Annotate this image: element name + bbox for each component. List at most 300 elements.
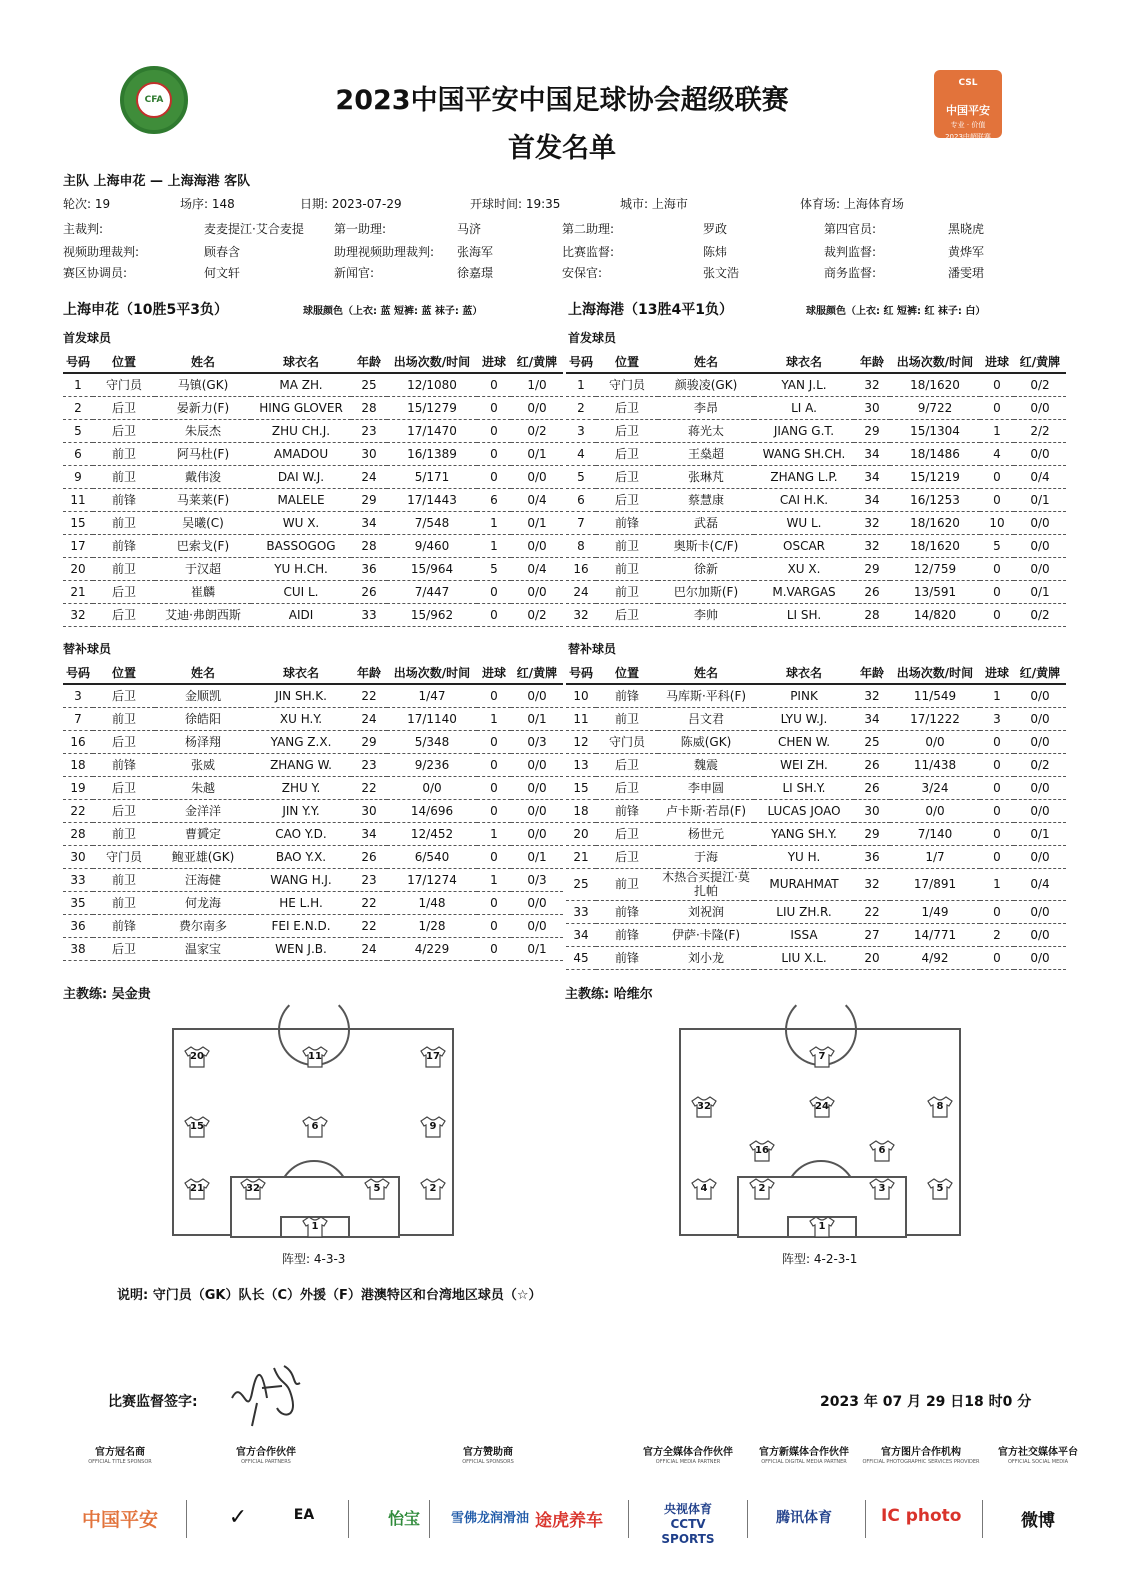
table-cell: 0/2: [511, 419, 563, 442]
table-row: [566, 488, 1066, 511]
table-cell: 伊萨·卡隆(F): [658, 923, 754, 946]
table-cell: 2: [566, 396, 596, 419]
table-cell: 1: [477, 822, 511, 845]
table-cell: YU H.CH.: [251, 557, 351, 580]
table-cell: 1: [980, 868, 1014, 900]
table-cell: 陈威(GK): [658, 730, 754, 753]
official-label: 第四官员:: [824, 222, 877, 236]
table-cell: 15/1279: [387, 396, 477, 419]
table-cell: 0/1: [511, 937, 563, 960]
table-cell: 后卫: [596, 488, 658, 511]
table-cell: 前锋: [596, 799, 658, 822]
table-cell: 张琳芃: [658, 465, 754, 488]
table-cell: 25: [351, 373, 387, 396]
table-cell: 5: [63, 419, 93, 442]
away-coach: 主教练: 哈维尔: [565, 987, 653, 1002]
table-cell: 21: [566, 845, 596, 868]
table-cell: 前锋: [596, 511, 658, 534]
column-header: 姓名: [155, 351, 251, 373]
table-cell: 36: [351, 557, 387, 580]
table-cell: 2: [63, 396, 93, 419]
legend-note: 说明: 守门员（GK）队长（C）外援（F）港澳特区和台湾地区球员（☆）: [117, 1288, 542, 1303]
table-row: [63, 684, 563, 707]
table-cell: 徐新: [658, 557, 754, 580]
table-cell: 前卫: [596, 580, 658, 603]
table-cell: 张威: [155, 753, 251, 776]
table-cell: 后卫: [93, 799, 155, 822]
table-cell: 4/229: [387, 937, 477, 960]
table-cell: 前卫: [93, 707, 155, 730]
sponsor-divider: [186, 1500, 187, 1538]
official-name: 罗政: [703, 222, 728, 236]
match-teams: 主队 上海申花 — 上海海港 客队: [63, 174, 251, 189]
table-cell: 后卫: [93, 776, 155, 799]
table-row: [566, 900, 1066, 923]
column-header: 进球: [477, 662, 511, 684]
table-cell: 0: [980, 396, 1014, 419]
table-cell: JIANG G.T.: [754, 419, 854, 442]
table-cell: 前锋: [93, 534, 155, 557]
table-row: [566, 534, 1066, 557]
table-cell: 费尔南多: [155, 914, 251, 937]
table-cell: 4/92: [890, 946, 980, 969]
table-cell: 35: [63, 891, 93, 914]
table-cell: AIDI: [251, 603, 351, 626]
table-row: [63, 488, 563, 511]
column-header: 红/黄牌: [511, 351, 563, 373]
table-cell: 3: [63, 684, 93, 707]
table-cell: 12: [566, 730, 596, 753]
table-cell: CAI H.K.: [754, 488, 854, 511]
table-cell: HING GLOVER: [251, 396, 351, 419]
table-cell: 1/49: [890, 900, 980, 923]
table-cell: 30: [351, 799, 387, 822]
table-cell: 16/1389: [387, 442, 477, 465]
column-header: 进球: [980, 351, 1014, 373]
table-cell: 鲍亚雄(GK): [155, 845, 251, 868]
table-cell: 0/4: [1014, 868, 1066, 900]
table-row: [63, 396, 563, 419]
table-cell: 18: [63, 753, 93, 776]
table-cell: 后卫: [93, 937, 155, 960]
table-cell: 0: [980, 822, 1014, 845]
official-label: 比赛监督:: [562, 245, 615, 259]
sponsor-logo: EA: [293, 1506, 315, 1523]
table-cell: 0/1: [511, 511, 563, 534]
table-cell: 0/3: [511, 730, 563, 753]
table-cell: 1: [566, 373, 596, 396]
table-cell: 前锋: [596, 923, 658, 946]
table-cell: 守门员: [93, 845, 155, 868]
table-cell: 0: [477, 419, 511, 442]
sponsor-category-label: 官方新媒体合作伙伴: [759, 1447, 849, 1458]
table-row: [566, 730, 1066, 753]
table-row: [63, 868, 563, 891]
table-cell: WU X.: [251, 511, 351, 534]
table-cell: 马库斯·平科(F): [658, 684, 754, 707]
table-cell: 7: [63, 707, 93, 730]
table-cell: 11: [566, 707, 596, 730]
table-cell: 34: [854, 442, 890, 465]
table-cell: 0: [477, 684, 511, 707]
sponsor-category-label: 官方图片合作机构: [881, 1447, 961, 1458]
column-header: 位置: [93, 662, 155, 684]
table-cell: 0: [980, 845, 1014, 868]
table-cell: 0/0: [511, 776, 563, 799]
official-name: 顾春含: [204, 245, 241, 259]
table-cell: 阿马杜(F): [155, 442, 251, 465]
table-cell: 1/28: [387, 914, 477, 937]
table-cell: 0/0: [511, 580, 563, 603]
table-cell: 0/0: [511, 684, 563, 707]
sponsor-logo: 腾讯体育: [776, 1509, 832, 1526]
table-cell: 前锋: [93, 914, 155, 937]
table-cell: 0/0: [511, 891, 563, 914]
table-cell: 1: [477, 707, 511, 730]
table-cell: 后卫: [93, 684, 155, 707]
table-cell: 2/2: [1014, 419, 1066, 442]
official-label: 第一助理:: [334, 222, 387, 236]
column-header: 进球: [477, 351, 511, 373]
column-header: 出场次数/时间: [387, 662, 477, 684]
table-cell: 0/0: [511, 534, 563, 557]
table-cell: MALELE: [251, 488, 351, 511]
column-header: 出场次数/时间: [387, 351, 477, 373]
table-cell: 吕文君: [658, 707, 754, 730]
official-name: 陈炜: [703, 245, 728, 259]
table-row: [63, 442, 563, 465]
table-row: [63, 891, 563, 914]
table-cell: 1/48: [387, 891, 477, 914]
player-shirt-icon: 8: [927, 1096, 953, 1118]
table-cell: 0/2: [511, 603, 563, 626]
table-cell: 0/0: [511, 822, 563, 845]
table-cell: 后卫: [596, 419, 658, 442]
sponsor-category-label: 官方全媒体合作伙伴: [643, 1447, 733, 1458]
table-cell: 后卫: [596, 845, 658, 868]
table-cell: 0: [477, 442, 511, 465]
table-cell: 5: [477, 557, 511, 580]
player-shirt-icon: 9: [420, 1116, 446, 1138]
table-cell: 15/1304: [890, 419, 980, 442]
table-row: [566, 799, 1066, 822]
table-cell: 3: [566, 419, 596, 442]
table-cell: 0/0: [1014, 900, 1066, 923]
table-cell: 杨泽翔: [155, 730, 251, 753]
table-cell: 45: [566, 946, 596, 969]
table-cell: 26: [854, 753, 890, 776]
table-cell: 前锋: [93, 753, 155, 776]
table-cell: WEI ZH.: [754, 753, 854, 776]
table-cell: 17/1274: [387, 868, 477, 891]
table-cell: 1: [63, 373, 93, 396]
table-cell: 后卫: [93, 580, 155, 603]
table-cell: 28: [351, 534, 387, 557]
sponsor-category-label: 官方冠名商: [95, 1447, 145, 1458]
table-cell: 20: [63, 557, 93, 580]
table-cell: 7: [566, 511, 596, 534]
table-row: [63, 465, 563, 488]
table-cell: 前卫: [93, 465, 155, 488]
table-cell: 6: [477, 488, 511, 511]
official-name: 徐嘉璟: [457, 266, 494, 280]
table-cell: 24: [351, 937, 387, 960]
table-cell: 巴索戈(F): [155, 534, 251, 557]
column-header: 年龄: [854, 662, 890, 684]
table-cell: 1: [477, 511, 511, 534]
column-header: 年龄: [351, 351, 387, 373]
csl-logo: CSL 中国平安 专业 · 价值 2023中超联赛: [934, 70, 1002, 138]
table-cell: 前卫: [596, 534, 658, 557]
table-cell: 1: [477, 868, 511, 891]
table-cell: 26: [854, 580, 890, 603]
table-row: [63, 937, 563, 960]
table-cell: 22: [351, 914, 387, 937]
sponsor-logo: 央视体育 CCTV SPORTS: [661, 1502, 715, 1546]
table-row: [566, 396, 1066, 419]
table-cell: 14/696: [387, 799, 477, 822]
table-cell: 0/0: [1014, 707, 1066, 730]
table-cell: 18/1620: [890, 534, 980, 557]
table-cell: 34: [351, 822, 387, 845]
table-cell: 守门员: [596, 730, 658, 753]
table-cell: XU H.Y.: [251, 707, 351, 730]
supervisor-signature-label: 比赛监督签字:: [108, 1394, 198, 1410]
official-label: 主裁判:: [63, 222, 104, 236]
column-header: 姓名: [155, 662, 251, 684]
player-shirt-icon: 1: [302, 1216, 328, 1238]
table-cell: 23: [351, 753, 387, 776]
sponsor-divider: [982, 1500, 983, 1538]
table-cell: 28: [63, 822, 93, 845]
table-cell: 前锋: [596, 900, 658, 923]
table-cell: 曹贇定: [155, 822, 251, 845]
table-cell: 34: [566, 923, 596, 946]
column-header: 出场次数/时间: [890, 351, 980, 373]
table-cell: 23: [351, 868, 387, 891]
table-cell: 马镇(GK): [155, 373, 251, 396]
sponsor-category-sublabel: OFFICIAL TITLE SPONSOR: [88, 1459, 152, 1465]
table-cell: 13: [566, 753, 596, 776]
table-row: [566, 822, 1066, 845]
table-cell: MURAHMAT: [754, 868, 854, 900]
official-name: 黄烨军: [948, 245, 985, 259]
sponsor-category-sublabel: OFFICIAL PARTNERS: [241, 1459, 291, 1465]
table-row: [63, 753, 563, 776]
table-row: [566, 442, 1066, 465]
table-cell: 18/1620: [890, 511, 980, 534]
table-cell: 32: [854, 868, 890, 900]
table-cell: 卢卡斯·若昂(F): [658, 799, 754, 822]
table-cell: 0: [477, 373, 511, 396]
table-cell: 5/348: [387, 730, 477, 753]
sponsor-divider: [865, 1500, 866, 1538]
player-shirt-icon: 15: [184, 1116, 210, 1138]
table-cell: 26: [854, 776, 890, 799]
table-cell: 0: [477, 753, 511, 776]
table-cell: 金洋洋: [155, 799, 251, 822]
table-cell: LI SH.: [754, 603, 854, 626]
away-starters-label: 首发球员: [568, 331, 617, 345]
table-cell: ZHU Y.: [251, 776, 351, 799]
table-cell: 12/759: [890, 557, 980, 580]
table-cell: 15/1219: [890, 465, 980, 488]
table-cell: 0: [477, 891, 511, 914]
table-cell: 0/0: [1014, 684, 1066, 707]
table-row: [566, 868, 1066, 900]
table-cell: 0: [477, 776, 511, 799]
table-cell: 0: [477, 914, 511, 937]
table-cell: 0/0: [511, 465, 563, 488]
table-cell: 22: [351, 684, 387, 707]
table-cell: 前锋: [93, 488, 155, 511]
official-name: 张海军: [457, 245, 494, 259]
table-cell: 18/1486: [890, 442, 980, 465]
table-row: [566, 557, 1066, 580]
column-header: 出场次数/时间: [890, 662, 980, 684]
home-starters-label: 首发球员: [63, 331, 112, 345]
table-cell: 15: [566, 776, 596, 799]
table-cell: 6: [63, 442, 93, 465]
column-header: 号码: [566, 351, 596, 373]
table-cell: 24: [351, 465, 387, 488]
sponsor-divider: [348, 1500, 349, 1538]
table-cell: 0: [980, 373, 1014, 396]
table-cell: BAO Y.X.: [251, 845, 351, 868]
table-cell: AMADOU: [251, 442, 351, 465]
table-cell: 25: [566, 868, 596, 900]
table-cell: 26: [351, 580, 387, 603]
table-cell: 木热合买提江·莫扎帕: [658, 868, 754, 900]
table-cell: 前锋: [596, 946, 658, 969]
player-shirt-icon: 3: [869, 1178, 895, 1200]
table-cell: 22: [854, 900, 890, 923]
table-cell: 0/0: [1014, 442, 1066, 465]
table-cell: 0/1: [511, 707, 563, 730]
table-cell: 0/0: [1014, 557, 1066, 580]
table-cell: 前卫: [93, 822, 155, 845]
player-shirt-icon: 20: [184, 1046, 210, 1068]
table-row: [566, 419, 1066, 442]
player-shirt-icon: 24: [809, 1096, 835, 1118]
table-row: [63, 776, 563, 799]
table-cell: 前卫: [596, 557, 658, 580]
table-cell: 晏新力(F): [155, 396, 251, 419]
table-cell: 0/0: [1014, 845, 1066, 868]
table-cell: 武磊: [658, 511, 754, 534]
table-cell: 0/2: [1014, 373, 1066, 396]
table-cell: LI SH.Y.: [754, 776, 854, 799]
column-header: 红/黄牌: [1014, 351, 1066, 373]
table-row: [566, 511, 1066, 534]
table-cell: 0/0: [1014, 946, 1066, 969]
table-cell: BASSOGOG: [251, 534, 351, 557]
table-cell: ZHANG L.P.: [754, 465, 854, 488]
player-shirt-icon: 2: [749, 1178, 775, 1200]
table-cell: 1: [980, 684, 1014, 707]
table-cell: 0: [477, 730, 511, 753]
table-cell: 36: [854, 845, 890, 868]
table-cell: 魏震: [658, 753, 754, 776]
table-cell: 20: [854, 946, 890, 969]
table-cell: 0/0: [890, 730, 980, 753]
table-cell: 0/0: [890, 799, 980, 822]
table-cell: 0: [980, 753, 1014, 776]
table-cell: 0/0: [511, 753, 563, 776]
table-cell: 0: [477, 603, 511, 626]
table-cell: 24: [566, 580, 596, 603]
table-cell: 于海: [658, 845, 754, 868]
official-label: 助理视频助理裁判:: [334, 245, 435, 259]
column-header: 位置: [596, 351, 658, 373]
table-cell: YAN J.L.: [754, 373, 854, 396]
table-cell: 7/447: [387, 580, 477, 603]
official-name: 何文轩: [204, 266, 241, 280]
table-cell: 0/4: [511, 488, 563, 511]
table-row: [566, 684, 1066, 707]
player-shirt-icon: 32: [240, 1178, 266, 1200]
sponsor-divider: [429, 1500, 430, 1538]
table-cell: 17/891: [890, 868, 980, 900]
table-cell: 艾迪·弗朗西斯: [155, 603, 251, 626]
away-starters-table: [566, 351, 1066, 627]
table-cell: 后卫: [596, 396, 658, 419]
sponsor-category-sublabel: OFFICIAL SPONSORS: [462, 1459, 514, 1465]
table-cell: 9: [63, 465, 93, 488]
player-shirt-icon: 4: [691, 1178, 717, 1200]
sponsor-category-sublabel: OFFICIAL MEDIA PARTNER: [655, 1459, 721, 1465]
official-name: 黑晓虎: [948, 222, 985, 236]
table-cell: 后卫: [596, 776, 658, 799]
table-cell: 18/1620: [890, 373, 980, 396]
table-cell: 后卫: [93, 730, 155, 753]
table-cell: 0: [980, 730, 1014, 753]
table-cell: 30: [63, 845, 93, 868]
table-cell: 22: [351, 891, 387, 914]
table-cell: 3/24: [890, 776, 980, 799]
sponsor-divider: [628, 1500, 629, 1538]
away-formation: 阵型: 4-2-3-1: [782, 1252, 858, 1266]
table-cell: PINK: [754, 684, 854, 707]
table-cell: 吴曦(C): [155, 511, 251, 534]
signature-date: 2023 年 07 月 29 日18 时0 分: [820, 1394, 1032, 1410]
table-cell: ZHANG W.: [251, 753, 351, 776]
table-cell: WU L.: [754, 511, 854, 534]
table-cell: 0/2: [1014, 603, 1066, 626]
sponsor-logo: 途虎养车: [535, 1510, 603, 1531]
away-formation-pitch: [679, 1028, 961, 1236]
table-cell: 0/1: [511, 442, 563, 465]
table-cell: 29: [351, 488, 387, 511]
table-cell: 12/452: [387, 822, 477, 845]
table-cell: DAI W.J.: [251, 465, 351, 488]
table-cell: 33: [566, 900, 596, 923]
table-cell: WANG H.J.: [251, 868, 351, 891]
table-cell: 0/0: [511, 396, 563, 419]
table-cell: 29: [351, 730, 387, 753]
table-cell: 徐皓阳: [155, 707, 251, 730]
table-cell: 后卫: [93, 603, 155, 626]
sponsor-category-label: 官方赞助商: [463, 1447, 513, 1458]
table-cell: LYU W.J.: [754, 707, 854, 730]
table-cell: XU X.: [754, 557, 854, 580]
table-cell: 刘小龙: [658, 946, 754, 969]
table-cell: 9/460: [387, 534, 477, 557]
table-row: [63, 373, 563, 396]
table-cell: 0: [980, 580, 1014, 603]
sponsor-logo: 中国平安: [81, 1509, 158, 1532]
table-cell: CHEN W.: [754, 730, 854, 753]
